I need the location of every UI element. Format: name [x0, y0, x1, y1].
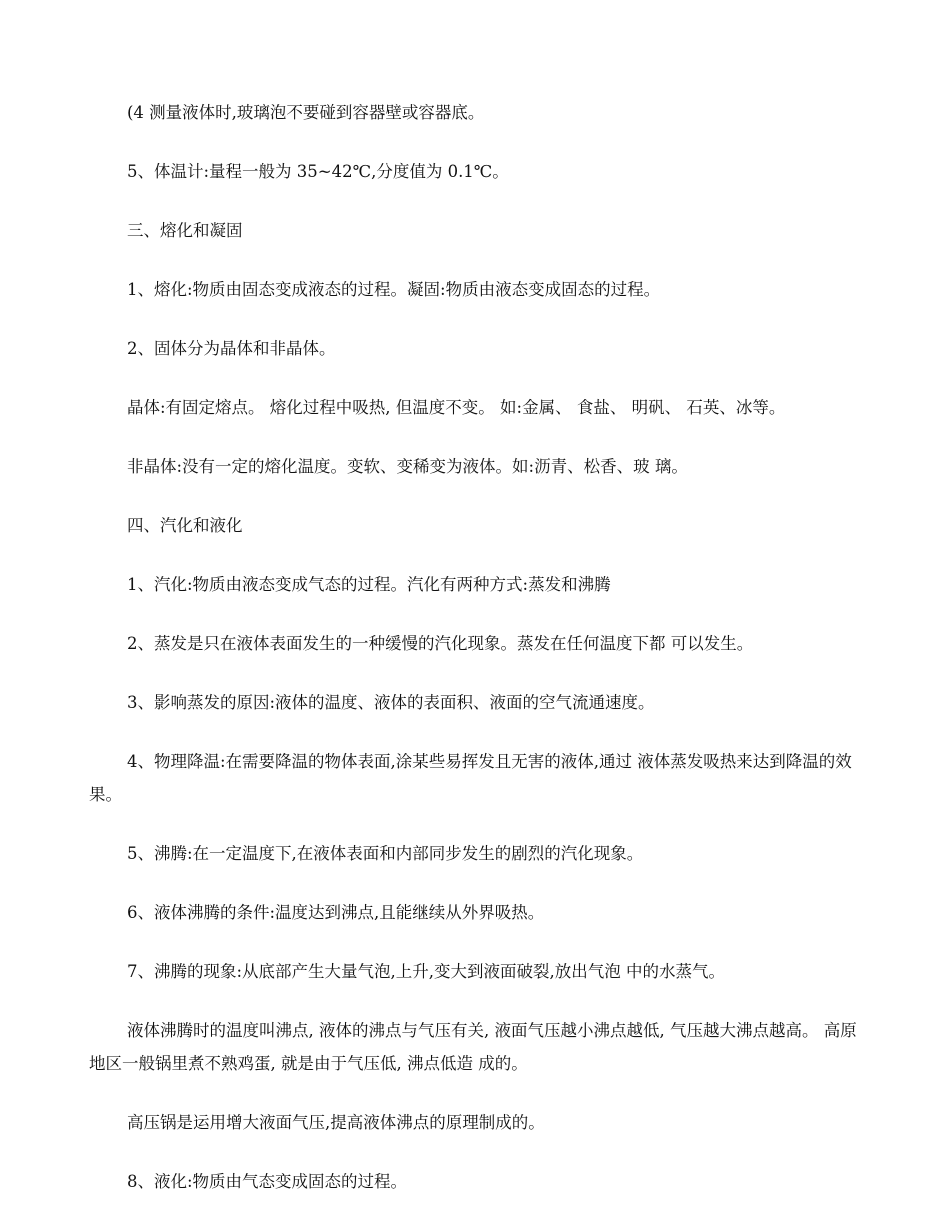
paragraph-boiling-conditions: 6、液体沸腾的条件:温度达到沸点,且能继续从外界吸热。 — [127, 903, 545, 922]
paragraph-thermometer-tip: (4 测量液体时,玻璃泡不要碰到容器壁或容器底。 — [127, 103, 485, 122]
paragraph-pressure-cooker: 高压锅是运用增大液面气压,提高液体沸点的原理制成的。 — [127, 1113, 545, 1132]
paragraph-boiling-phenomenon: 7、沸腾的现象:从底部产生大量气泡,上升,变大到液面破裂,放出气泡 中的水蒸气。 — [127, 962, 726, 981]
paragraph-boiling: 5、沸腾:在一定温度下,在液体表面和内部同步发生的剧烈的汽化现象。 — [127, 844, 644, 863]
paragraph-liquefaction: 8、液化:物质由气态变成固态的过程。 — [127, 1172, 408, 1191]
paragraph-solid-types: 2、固体分为晶体和非晶体。 — [127, 339, 336, 358]
paragraph-crystal: 晶体:有固定熔点。 熔化过程中吸热, 但温度不变。 如:金属、 食盐、 明矾、 石英、冰等。 — [127, 398, 786, 417]
paragraph-physical-cooling: 4、物理降温:在需要降温的物体表面,涂某些易挥发且无害的液体,通过 液体蒸发吸热来达到降温的效果。 — [89, 752, 852, 804]
document-body — [89, 96, 864, 1224]
paragraph-melting-definition: 1、熔化:物质由固态变成液态的过程。凝固:物质由液态变成固态的过程。 — [127, 280, 661, 299]
paragraph-evaporation: 2、蒸发是只在液体表面发生的一种缓慢的汽化现象。蒸发在任何温度下都 可以发生。 — [127, 634, 754, 653]
section-heading-melting: 三、熔化和凝固 — [127, 221, 243, 240]
paragraph-boiling-point: 液体沸腾时的温度叫沸点, 液体的沸点与气压有关, 液面气压越小沸点越低, 气压越大沸点越高。 高原地区一般锅里煮不熟鸡蛋, 就是由于气压低, 沸点低造 成的。 — [89, 1021, 857, 1073]
paragraph-evaporation-factors: 3、影响蒸发的原因:液体的温度、液体的表面积、液面的空气流通速度。 — [127, 693, 655, 712]
paragraph-amorphous: 非晶体:没有一定的熔化温度。变软、变稀变为液体。如:沥青、松香、玻 璃。 — [127, 457, 688, 476]
paragraph-vaporization-definition: 1、汽化:物质由液态变成气态的过程。汽化有两种方式:蒸发和沸腾 — [127, 575, 611, 594]
paragraph-body-thermometer: 5、体温计:量程一般为 35~42℃,分度值为 0.1℃。 — [127, 162, 509, 181]
section-heading-vaporization: 四、汽化和液化 — [127, 516, 243, 535]
